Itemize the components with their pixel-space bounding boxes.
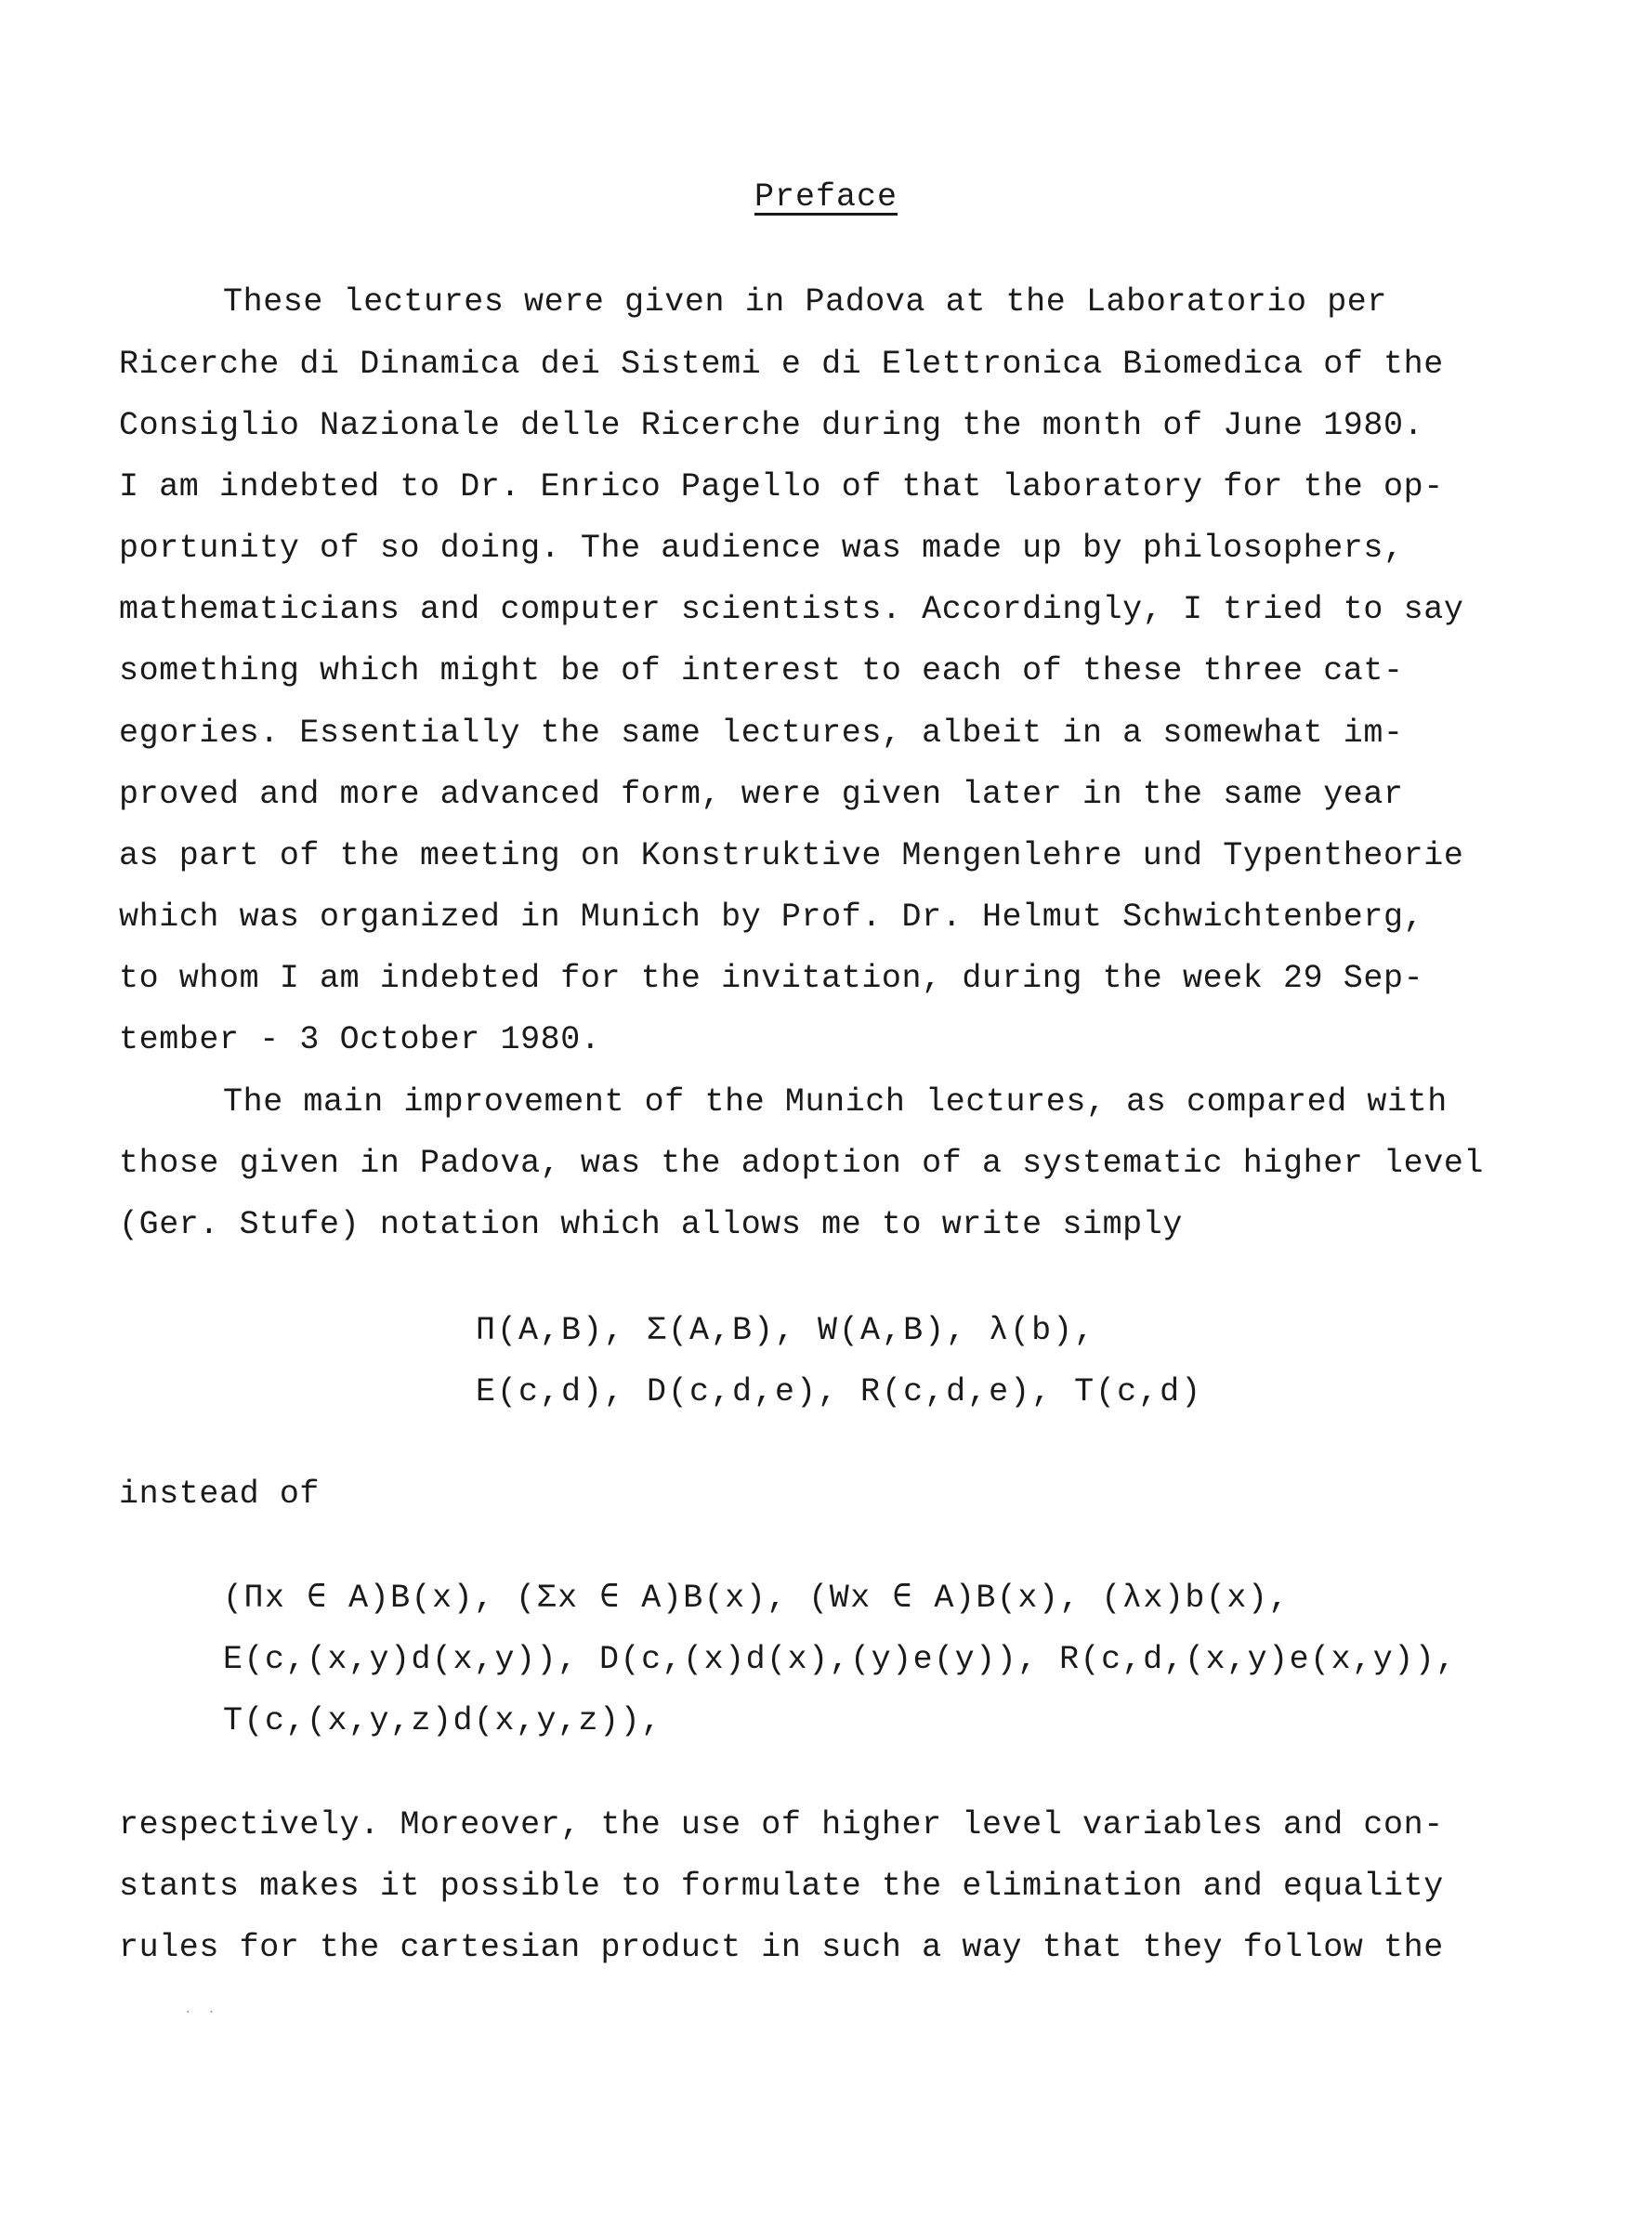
paragraph1-line: These lectures were given in Padova at the Laboratorio per — [223, 283, 1387, 321]
paragraph1-line: I am indebted to Dr. Enrico Pagello of that laboratory for the op- — [119, 468, 1444, 505]
paragraph3-line: rules for the cartesian product in such a way that they follow the — [119, 1929, 1444, 1966]
formula-line: (Πx ∈ A)B(x), (Σx ∈ A)B(x), (Wx ∈ A)B(x), (λx)b(x), — [223, 1580, 1290, 1617]
paragraph1-line: Consiglio Nazionale delle Ricerche during the month of June 1980. — [119, 407, 1424, 444]
paragraph1-line: something which might be of interest to each of these three cat- — [119, 652, 1404, 689]
paragraph1-line: which was organized in Munich by Prof. Dr. Helmut Schwichtenberg, — [119, 899, 1424, 936]
paragraph2-line: (Ger. Stufe) notation which allows me to write simply — [119, 1206, 1183, 1243]
paragraph2-line: The main improvement of the Munich lectures, as compared with — [223, 1083, 1448, 1121]
formula-line: E(c,(x,y)d(x,y)), D(c,(x)d(x),(y)e(y)), R(c,d,(x,y)e(x,y)), — [223, 1641, 1457, 1678]
instead-of-text: instead of — [119, 1476, 321, 1513]
paragraph1-line: proved and more advanced form, were given later in the same year — [119, 776, 1404, 813]
paragraph1-line: egories. Essentially the same lectures, albeit in a somewhat im- — [119, 715, 1404, 752]
page-title: Preface — [754, 178, 898, 216]
formula-line: T(c,(x,y,z)d(x,y,z)), — [223, 1702, 662, 1739]
paragraph1-line: tember - 3 October 1980. — [119, 1021, 601, 1058]
formula-line: Π(A,B), Σ(A,B), W(A,B), λ(b), — [476, 1312, 1096, 1349]
paragraph1-line: to whom I am indebted for the invitation, during the week 29 Sep- — [119, 960, 1424, 997]
paragraph1-line: as part of the meeting on Konstruktive Mengenlehre und Typentheorie — [119, 837, 1464, 874]
scan-speck: · · — [184, 2005, 216, 2020]
paragraph1-line: portunity of so doing. The audience was made up by philosophers, — [119, 530, 1404, 567]
paragraph3-line: stants makes it possible to formulate the elimination and equality — [119, 1868, 1444, 1905]
formula-line: E(c,d), D(c,d,e), R(c,d,e), T(c,d) — [476, 1373, 1203, 1410]
paragraph3-line: respectively. Moreover, the use of higher level variables and con- — [119, 1806, 1444, 1843]
paragraph1-line: Ricerche di Dinamica dei Sistemi e di Elettronica Biomedica of the — [119, 346, 1444, 383]
paragraph1-line: mathematicians and computer scientists. Accordingly, I tried to say — [119, 591, 1464, 628]
paragraph2-line: those given in Padova, was the adoption of a systematic higher level — [119, 1145, 1485, 1182]
